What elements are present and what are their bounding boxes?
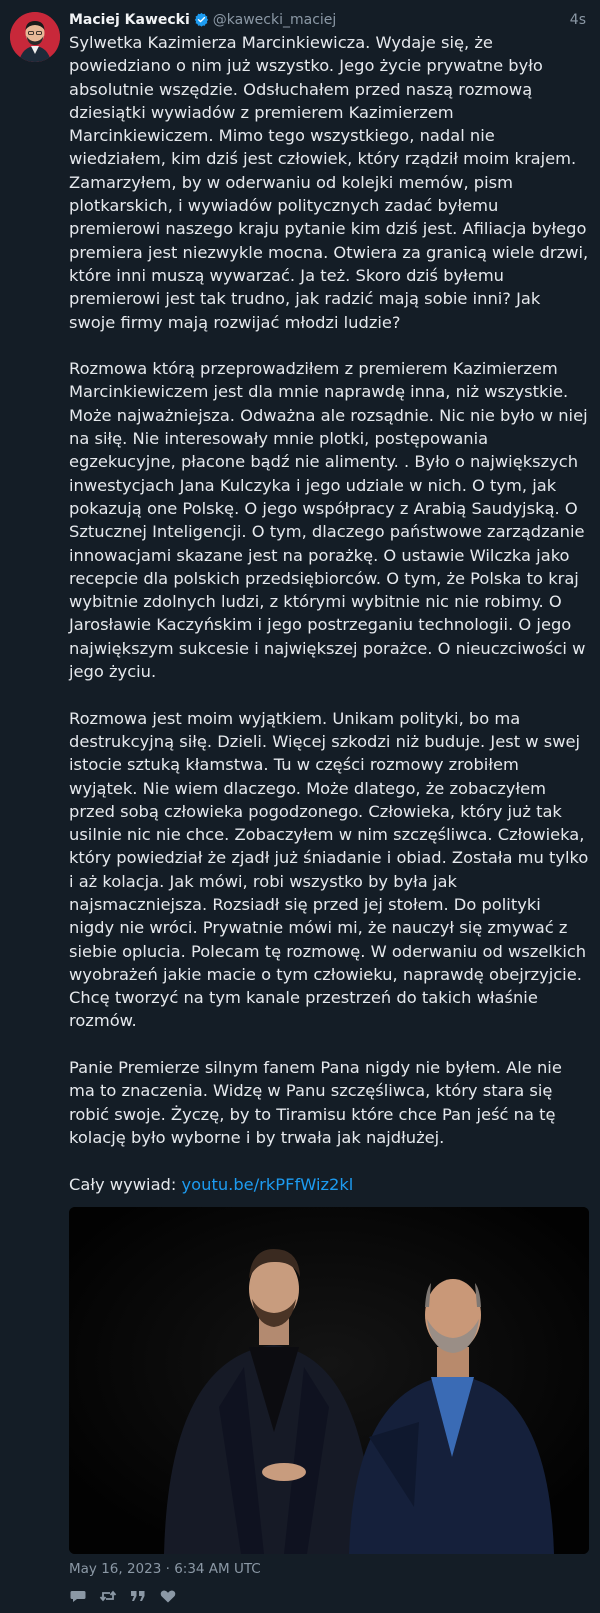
tweet-paragraph: Rozmowa którą przeprowadziłem z premierem Kazimierzem Marcinkiewiczem jest dla mnie naprawdę inna, niż wszystkie. Może najważniejsza. Odważna ale rozsądnie. Nic nie było w niej na siłę. Nie interesowały mnie plotki, postępowania egzekucyjne, płacone bądź nie alimenty. . Było o największych inwestycjach Jana Kulczyka i jego udziale w nich. O tym, jak pokazują one Polskę. O jego współpracy z Arabią Saudyjską. O Sztucznej Inteligencji. O tym, dlaczego państwowe zarządzanie innowacjami skazane jest na porażkę. O ustawie Wilczka jako recepcie dla polskich przedsiębiorców. O tym, że Polska to kraj wybitnie zdolnych ludzi, z którymi wybitnie nic nie robimy. O Jarosławie Kaczyńskim i jego postrzeganiu technologii. O jego największym sukcesie i największej porażce. O nieuczciwości w jego życiu. xyxy=(69,359,588,682)
tweet-header xyxy=(69,10,586,30)
like-icon[interactable] xyxy=(159,1587,177,1605)
avatar[interactable] xyxy=(10,12,60,62)
link-prefix: Cały wywiad: xyxy=(69,1174,182,1194)
tweet-link-line xyxy=(69,1173,591,1196)
tweet-paragraph: Panie Premierze silnym fanem Pana nigdy nie byłem. Ale nie ma to znaczenia. Widzę w Panu szczęśliwca, który stara się robić swoje. Życzę, by to Tiramisu które chce Pan jeść na tę kolację było wyborne i by trwała jak najdłużej. xyxy=(69,1058,562,1147)
author-handle[interactable]: @kawecki_maciej xyxy=(212,12,337,28)
tweet-date[interactable]: May 16, 2023 · 6:34 AM UTC xyxy=(69,1561,261,1577)
youtube-link[interactable]: youtu.be/rkPFfWiz2kl xyxy=(181,1174,354,1194)
quote-icon[interactable] xyxy=(129,1587,147,1605)
tweet-actions xyxy=(69,1587,177,1605)
avatar-portrait-icon xyxy=(10,12,60,62)
author-name[interactable]: Maciej Kawecki xyxy=(69,12,190,28)
tweet-paragraph: Rozmowa jest moim wyjątkiem. Unikam polityki, bo ma destrukcyjną siłę. Dzieli. Więcej szkodzi niż buduje. Jest w swej istocie sztuką kłamstwa. Tu w części rozmowy zrobiłem wyjątek. Nie wiem dlaczego. Może dlatego, że zobaczyłem przed sobą człowieka pogodzonego. Człowieka, który już tak usilnie nic nie chce. Zobaczyłem w nim szczęśliwca. Człowieka, który powiedział że zjadł już śniadanie i obiad. Została mu tylko i aż kolacja. Jak mówi, robi wszystko by była jak najsmaczniejsza. Rozsiadł się przed jej stołem. Do polityki nigdy nie wróci. Prywatnie mówi mi, że nauczył się zmywać z siebie oplucia. Polecam tę rozmowę. W oderwaniu od wszelkich wyobrażeń jakie macie o tym człowieku, naprawdę obejrzyjcie. Chcę tworzyć na tym kanale przestrzeń do takich właśnie rozmów. xyxy=(69,708,589,1031)
tweet-media-image[interactable] xyxy=(69,1207,589,1554)
tweet-content xyxy=(69,31,591,1196)
tweet-time[interactable]: 4s xyxy=(569,12,586,28)
reply-icon[interactable] xyxy=(69,1587,87,1605)
tweet-paragraph: Sylwetka Kazimierza Marcinkiewicza. Wydaje się, że powiedziano o nim już wszystko. Jego życie prywatne było absolutnie wszędzie. Odsłuchałem przed naszą rozmową dziesiątki wywiadów z premierem Kazimierzem Marcinkiewiczem. Mimo tego wszystkiego, nadal nie wiedziałem, kim dziś jest człowiek, który rządził moim krajem. Zamarzyłem, by w oderwaniu od kolejki memów, pism plotkarskich, i wywiadów politycznych zadać byłemu premierowi naszego kraju pytanie kim dziś jest. Afiliacja byłego premiera jest niezwykle mocna. Otwiera za granicą wiele drzwi, które inni muszą wywarzać. Ja też. Skoro dziś byłemu premierowi jest tak trudno, jak radzić mają sobie inni? Jak swoje firmy mają rozwijać młodzi ludzie? xyxy=(69,33,589,332)
verified-badge-icon xyxy=(194,12,209,33)
photo-two-men-icon xyxy=(69,1207,589,1554)
retweet-icon[interactable] xyxy=(99,1587,117,1605)
